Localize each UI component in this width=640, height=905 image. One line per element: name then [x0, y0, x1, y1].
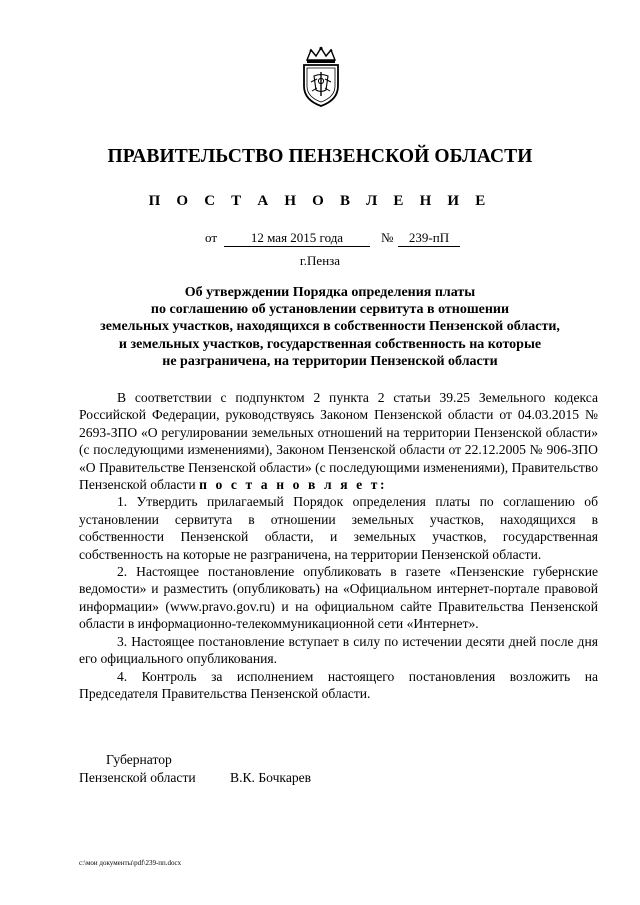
- document-type: П О С Т А Н О В Л Е Н И Е: [148, 193, 492, 209]
- item-paragraph: 2. Настоящее постановление опубликовать в газете «Пензенские губернские ведомости» и разместить (опубликовать) на «Официальном интернет-портале правовой информации» (www.pravo.gov.ru) и на официальном сайте Правительства Пензенской области в информационно-телекоммуникационной сети «Интернет».: [79, 564, 598, 632]
- government-title: ПРАВИТЕЛЬСТВО ПЕНЗЕНСКОЙ ОБЛАСТИ: [107, 146, 533, 167]
- document-body: [79, 389, 598, 702]
- item-paragraph: 1. Утвердить прилагаемый Порядок определения платы по соглашению об установлении сервитута в отношении земельных участков, находящихся в собственности Пензенской области, и земельных участков, государственная собственность на которые не разграничена, на территории Пензенской области.: [79, 494, 598, 562]
- item-paragraph: 4. Контроль за исполнением настоящего постановления возложить на Председателя Правительства Пензенской области.: [79, 668, 598, 701]
- decree-word: п о с т а н о в л я е т:: [199, 477, 388, 493]
- document-number: 239-пП: [398, 230, 460, 247]
- signature-position-line1: Губернатор: [106, 752, 172, 767]
- document-subject: [60, 284, 600, 370]
- file-path-footer: c:\мои документы\pdf\239-пп.docx: [79, 859, 182, 867]
- number-label: №: [381, 230, 394, 245]
- preamble-text: В соответствии с подпунктом 2 пункта 2 статьи 39.25 Земельного кодекса Российской Федерации, руководствуясь Законом Пензенской области от 04.03.2015 № 2693-ЗПО «О регулировании земельных отношений на территории Пензенской области» (с последующими изменениями), Законом Пензенской области от 22.12.2005 № 906-ЗПО «О Правительстве Пензенской области» (с последующими изменениями), Правительство Пензенской области: [79, 390, 598, 493]
- subject-line: земельных участков, находящихся в собственности Пензенской области,: [100, 319, 560, 335]
- subject-line: не разграничена, на территории Пензенской области: [162, 353, 498, 369]
- subject-line: Об утверждении Порядка определения платы: [184, 285, 476, 300]
- city: г.Пенза: [299, 253, 341, 268]
- signature-position-line2: Пензенской области: [79, 770, 196, 785]
- signer-name: В.К. Бочкарев: [230, 770, 312, 785]
- coat-of-arms-icon: [297, 46, 345, 108]
- subject-line: и земельных участков, государственная собственность на которые: [118, 336, 542, 352]
- document-date: 12 мая 2015 года: [224, 230, 370, 247]
- preamble-paragraph: [79, 389, 598, 493]
- subject-line: по соглашению об установлении сервитута в отношении: [150, 302, 510, 318]
- item-paragraph: 3. Настоящее постановление вступает в силу по истечении десяти дней после дня его официального опубликования.: [79, 633, 598, 667]
- date-label: от: [205, 230, 218, 245]
